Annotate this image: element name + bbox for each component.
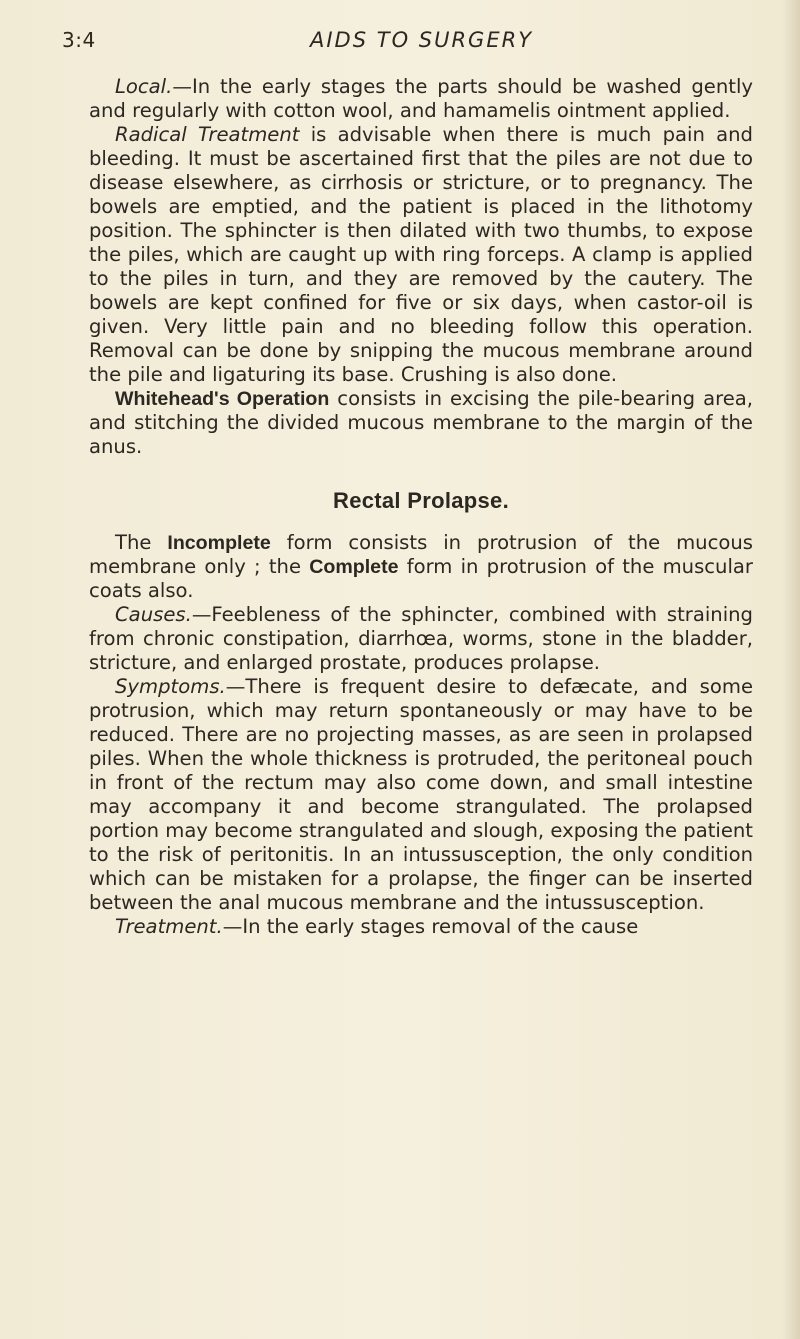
term-complete: Complete <box>309 556 399 578</box>
text-run: form in protrusion of the muscular coats also. <box>89 555 753 602</box>
run-in-heading-local: Local. <box>115 75 173 98</box>
section-heading-rectal-prolapse: Rectal Prolapse. <box>333 488 509 513</box>
em-dash: — <box>191 603 212 626</box>
paragraph-treatment <box>89 915 753 939</box>
run-in-heading-radical-treatment: Radical Treatment <box>115 123 300 146</box>
page-header <box>62 28 742 58</box>
paragraph-whitehead-operation <box>89 387 753 459</box>
text-run: The <box>115 531 168 554</box>
em-dash: — <box>172 75 192 98</box>
paragraph-text: There is frequent desire to defæcate, and some protrusion, which may return spontaneously or may have to be reduced. There are no projecting masses, as are seen in prolapsed piles. When the whole thickness is protruded, the peritoneal pouch in front of the rectum may also come down, and small intestine may accompany it and become strangulated. The prolapsed portion may become strangulated and slough, exposing the patient to the risk of peritonitis. In an intussusception, the only condition which can be mistaken for a prolapse, the finger can be inserted between the anal mucous membrane and the intussusception. <box>89 675 753 914</box>
run-in-heading-symptoms: Symptoms. <box>115 675 226 698</box>
paragraph-radical-treatment <box>89 123 753 387</box>
running-head: AIDS TO SURGERY <box>310 28 534 52</box>
paragraph-text: is advisable when there is much pain and bleeding. It must be ascertained first that the piles are not due to disease elsewhere, as cirrhosis or stricture, or to pregnancy. The bowels are emptied, and the patient is placed in the lithotomy position. The sphincter is then dilated with two thumbs, to expose the piles, which are caught up with ring forceps. A clamp is applied to the piles in turn, and they are removed by the cautery. The bowels are kept confined for five or six days, when castor-oil is given. Very little pain and no bleeding follow this operation. Removal can be done by snipping the mucous membrane around the pile and ligaturing its base. Crushing is also done. <box>89 123 753 386</box>
term-incomplete: Incomplete <box>167 532 271 554</box>
em-dash: — <box>225 675 246 698</box>
run-in-heading-treatment: Treatment. <box>115 915 223 938</box>
run-in-heading-causes: Causes. <box>115 603 192 626</box>
paragraph-symptoms <box>89 675 753 915</box>
paragraph-causes <box>89 603 753 675</box>
paragraph-text: Feebleness of the sphincter, combined with straining from chronic constipation, diarrhœa, worms, stone in the bladder, stricture, and enlarged prostate, produces prolapse. <box>89 603 753 674</box>
em-dash: — <box>222 915 243 938</box>
paragraph-text: In the early stages removal of the cause <box>242 915 639 938</box>
page-number: 3:4 <box>62 28 96 52</box>
page-edge-shadow <box>782 0 800 1339</box>
paragraph-text: In the early stages the parts should be washed gently and regularly with cotton wool, and hamamelis ointment applied. <box>89 75 753 122</box>
paragraph-text: consists in excising the pile-bearing area, and stitching the divided mucous membrane to the margin of the anus. <box>89 387 753 458</box>
paragraph-prolapse-forms <box>89 531 753 603</box>
body-text <box>89 75 753 939</box>
paragraph-local <box>89 75 753 123</box>
run-in-heading-whitehead: Whitehead's Operation <box>115 388 330 410</box>
text-run: form consists in protrusion of the mucous membrane only ; the <box>89 531 753 578</box>
